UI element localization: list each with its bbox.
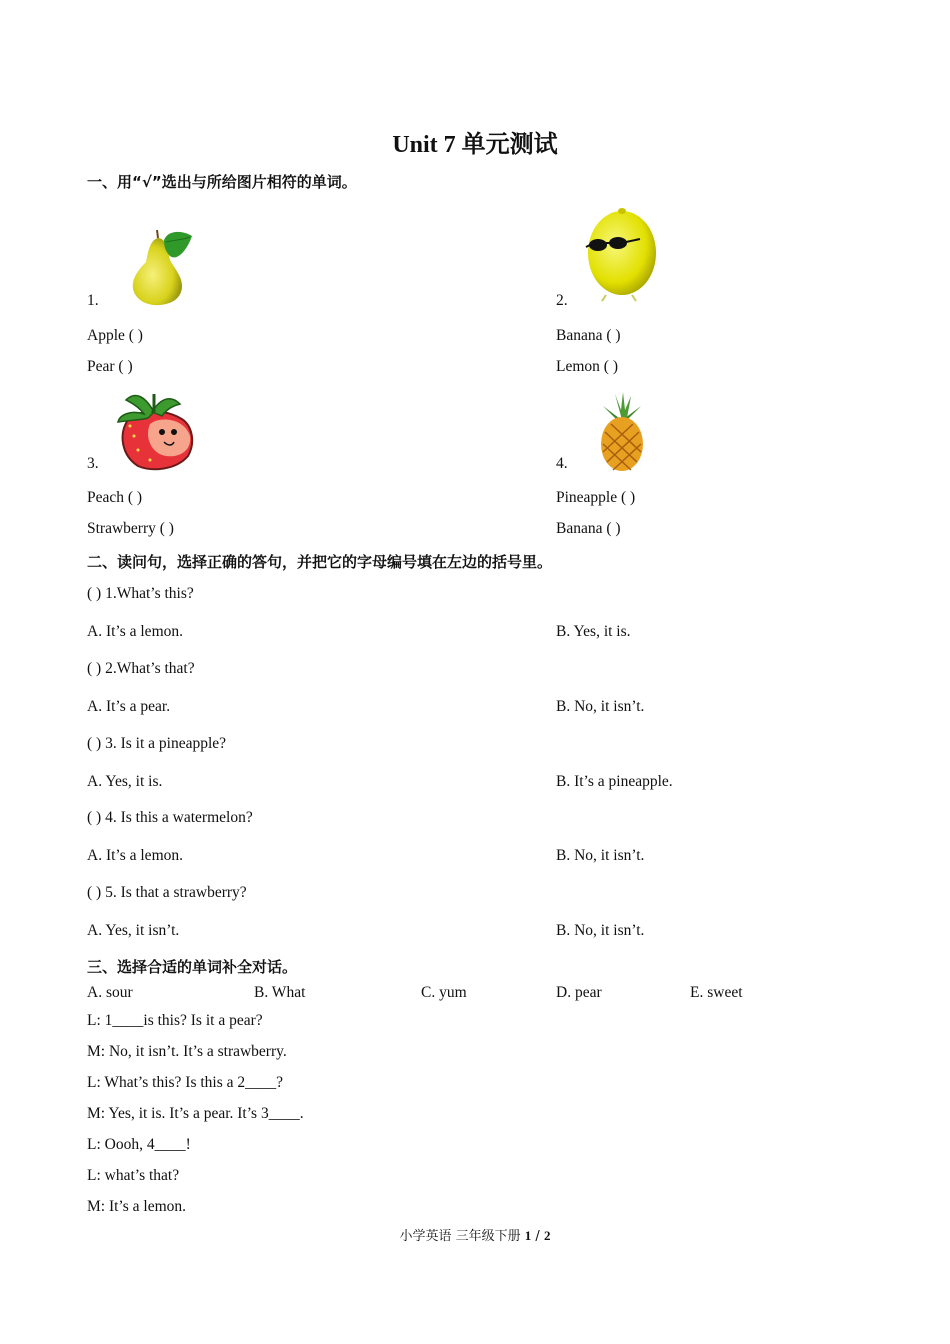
word-option-b: B. What [254, 984, 306, 1001]
answer-4a: A. It’s a lemon. [87, 847, 183, 864]
question-3: ( ) 3. Is it a pineapple? [87, 735, 227, 752]
strawberry-icon [114, 390, 196, 472]
item2-option-lemon: Lemon ( ) [556, 358, 618, 375]
answer-4b: B. No, it isn’t. [556, 847, 645, 864]
answer-5a: A. Yes, it isn’t. [87, 922, 180, 939]
footer-page-number: 1 [524, 1228, 532, 1243]
answer-2b: B. No, it isn’t. [556, 698, 645, 715]
page-footer [0, 1225, 950, 1244]
item1-option-apple: Apple ( ) [87, 327, 143, 344]
word-option-d: D. pear [556, 984, 602, 1001]
item4-option-banana: Banana ( ) [556, 520, 621, 537]
pineapple-icon [597, 392, 647, 472]
answer-1a: A. It’s a lemon. [87, 623, 183, 640]
item3-option-peach: Peach ( ) [87, 489, 143, 506]
item2-option-banana: Banana ( ) [556, 327, 621, 344]
question-4: ( ) 4. Is this a watermelon? [87, 809, 253, 826]
item3-number: 3. [87, 455, 99, 472]
item1-number: 1. [87, 292, 99, 309]
section1-heading: 一、用“√”选出与所给图片相符的单词。 [87, 173, 357, 191]
item3-option-strawberry: Strawberry ( ) [87, 520, 174, 537]
question-2: ( ) 2.What’s that? [87, 660, 195, 677]
page-title: Unit 7 单元测试 [392, 132, 558, 158]
dialogue-line-6: L: what’s that? [87, 1167, 180, 1184]
dialogue-line-7: M: It’s a lemon. [87, 1198, 187, 1215]
word-option-c: C. yum [421, 984, 467, 1001]
item4-option-pineapple: Pineapple ( ) [556, 489, 636, 506]
question-1: ( ) 1.What’s this? [87, 585, 194, 602]
footer-separator: / [531, 1229, 544, 1244]
word-option-a: A. sour [87, 984, 133, 1001]
item2-number: 2. [556, 292, 568, 309]
section3-heading: 三、选择合适的单词补全对话。 [87, 958, 298, 976]
word-option-e: E. sweet [690, 984, 743, 1001]
dialogue-line-1: L: 1____is this? Is it a pear? [87, 1012, 263, 1029]
pear-icon [124, 228, 194, 306]
item1-option-pear: Pear ( ) [87, 358, 133, 375]
answer-3a: A. Yes, it is. [87, 773, 163, 790]
footer-text: 小学英语 三年级下册 [399, 1229, 525, 1244]
answer-3b: B. It’s a pineapple. [556, 773, 673, 790]
answer-2a: A. It’s a pear. [87, 698, 171, 715]
item4-number: 4. [556, 455, 568, 472]
dialogue-line-2: M: No, it isn’t. It’s a strawberry. [87, 1043, 287, 1060]
lemon-icon [576, 205, 666, 303]
answer-5b: B. No, it isn’t. [556, 922, 645, 939]
dialogue-line-3: L: What’s this? Is this a 2____? [87, 1074, 284, 1091]
answer-1b: B. Yes, it is. [556, 623, 631, 640]
question-5: ( ) 5. Is that a strawberry? [87, 884, 247, 901]
section2-heading: 二、读问句，选择正确的答句，并把它的字母编号填在左边的括号里。 [87, 553, 553, 571]
dialogue-line-5: L: Oooh, 4____! [87, 1136, 191, 1153]
footer-total-pages: 2 [543, 1228, 551, 1243]
dialogue-line-4: M: Yes, it is. It’s a pear. It’s 3____. [87, 1105, 304, 1122]
